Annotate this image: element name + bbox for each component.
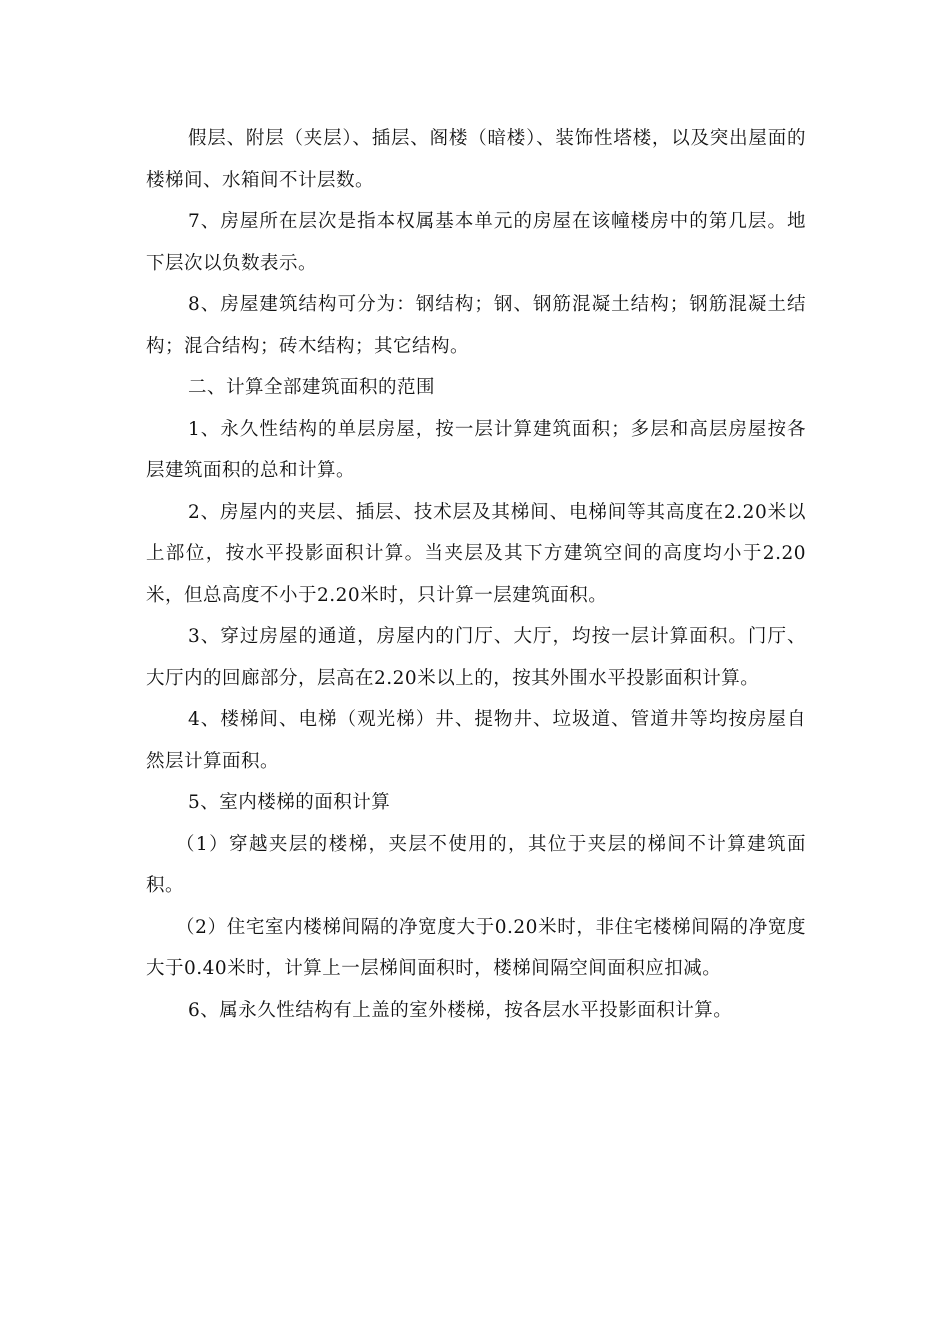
paragraph-item-4: 4、楼梯间、电梯（观光梯）井、提物井、垃圾道、管道井等均按房屋自然层计算面积。: [146, 709, 806, 772]
paragraph-subitem-2: （2）住宅室内楼梯间隔的净宽度大于0.20米时，非住宅楼梯间隔的净宽度大于0.40米时，计算上一层梯间面积时，楼梯间隔空间面积应扣减。: [146, 916, 806, 979]
paragraph-item-5: 5、室内楼梯的面积计算: [188, 792, 391, 813]
paragraph-item-8: 8、房屋建筑结构可分为：钢结构；钢、钢筋混凝土结构；钢筋混凝土结构；混合结构；砖木结构；其它结构。: [146, 294, 806, 357]
section-heading-2: 二、计算全部建筑面积的范围: [188, 377, 436, 398]
paragraph-item-3: 3、穿过房屋的通道，房屋内的门厅、大厅，均按一层计算面积。门厅、大厅内的回廊部分，层高在2.20米以上的，按其外围水平投影面积计算。: [146, 626, 806, 689]
document-page: [146, 118, 806, 1031]
paragraph-item-1: 1、永久性结构的单层房屋，按一层计算建筑面积；多层和高层房屋按各层建筑面积的总和计算。: [146, 418, 806, 481]
paragraph-continuation: 假层、附层（夹层）、插层、阁楼（暗楼）、装饰性塔楼，以及突出屋面的楼梯间、水箱间不计层数。: [146, 128, 806, 191]
paragraph-item-2: 2、房屋内的夹层、插层、技术层及其梯间、电梯间等其高度在2.20米以上部位，按水平投影面积计算。当夹层及其下方建筑空间的高度均小于2.20米，但总高度不小于2.20米时，只计算一层建筑面积。: [146, 501, 806, 606]
paragraph-subitem-1: （1）穿越夹层的楼梯，夹层不使用的，其位于夹层的梯间不计算建筑面积。: [146, 833, 806, 896]
paragraph-item-7: 7、房屋所在层次是指本权属基本单元的房屋在该幢楼房中的第几层。地下层次以负数表示。: [146, 211, 806, 274]
paragraph-item-6: 6、属永久性结构有上盖的室外楼梯，按各层水平投影面积计算。: [188, 999, 733, 1021]
